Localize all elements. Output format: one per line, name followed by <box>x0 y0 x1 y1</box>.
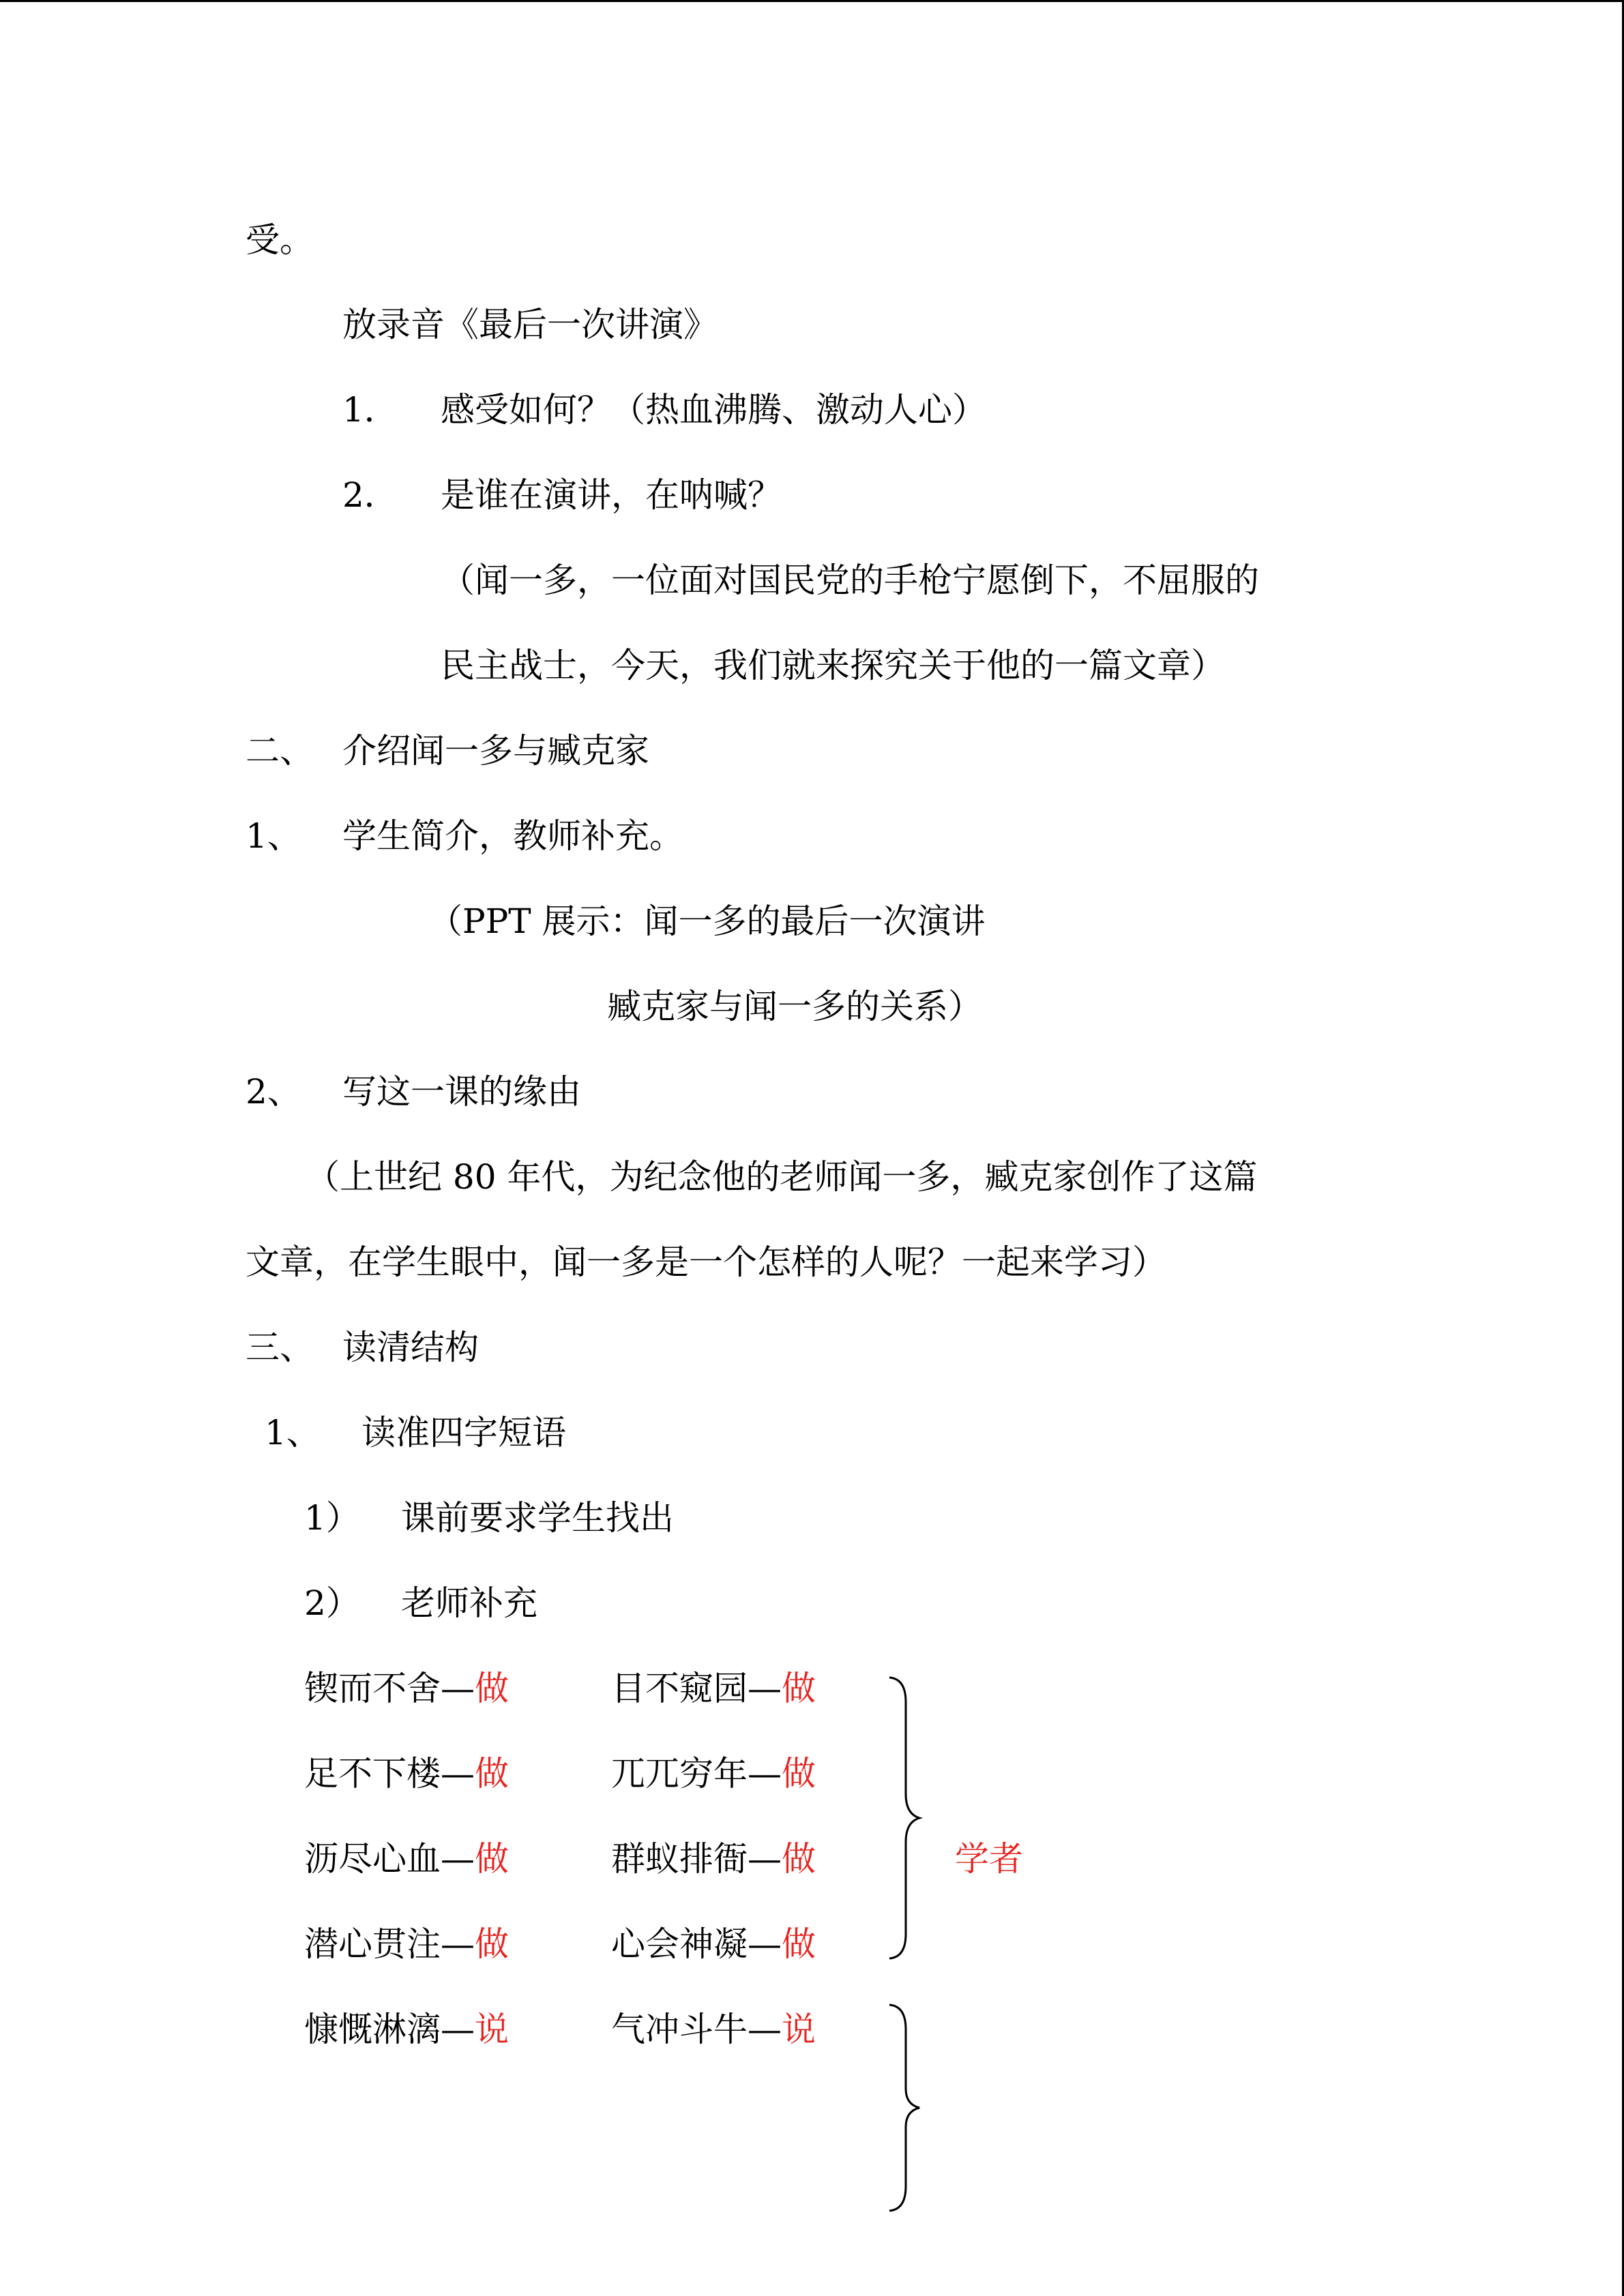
item-student-intro: 学生简介，教师补充。 <box>342 816 683 856</box>
phrase-right: 心会神凝—做 <box>611 1924 816 1964</box>
answer-line-2: 民主战士，今天，我们就来探究关于他的一篇文章） <box>441 646 1225 685</box>
step-find-phrases: 课前要求学生找出 <box>401 1498 674 1538</box>
section-heading-introduce: 介绍闻一多与臧克家 <box>342 731 649 771</box>
sub-item-phrases: 读准四字短语 <box>361 1413 566 1452</box>
section-number-3: 三、 <box>246 1328 314 1367</box>
ppt-display-line-2: 臧克家与闻一多的关系） <box>607 987 982 1026</box>
phrase-mark: 做 <box>475 1924 509 1964</box>
phrase-mark: 说 <box>782 2010 816 2049</box>
phrase-right: 气冲斗牛—说 <box>611 2010 816 2049</box>
phrase-mark: 说 <box>475 2010 509 2049</box>
phrase-mark: 做 <box>782 1839 816 1879</box>
phrase-right: 群蚁排衙—做 <box>611 1839 816 1879</box>
phrase-mark: 做 <box>475 1669 509 1708</box>
phrase-mark: 做 <box>782 1669 816 1708</box>
phrase-left: 慷慨淋漓—说 <box>304 2010 509 2049</box>
ppt-display-line-1: （PPT 展示：闻一多的最后一次演讲 <box>428 901 986 941</box>
step-number-1: 1） <box>304 1498 360 1538</box>
item-reason: 写这一课的缘由 <box>342 1072 581 1112</box>
phrase-left: 锲而不舍—做 <box>304 1669 509 1708</box>
phrase-left: 足不下楼—做 <box>304 1754 509 1793</box>
item-number-2: 2、 <box>246 1072 301 1112</box>
item-number-1: 1、 <box>246 816 301 856</box>
answer-line-1: （闻一多，一位面对国民党的手枪宁愿倒下，不屈服的 <box>441 561 1259 600</box>
right-brace-scholar <box>887 1675 928 1961</box>
line-ending: 受。 <box>246 220 314 260</box>
question-feeling: 感受如何？（热血沸腾、激动人心） <box>441 390 986 430</box>
step-teacher-supplement: 老师补充 <box>401 1583 537 1623</box>
sub-item-number-1: 1、 <box>265 1413 321 1452</box>
page-top-border <box>0 0 1624 2</box>
section-number-2: 二、 <box>246 731 314 771</box>
phrase-right: 目不窥园—做 <box>611 1669 816 1708</box>
phrase-mark: 做 <box>782 1754 816 1793</box>
reason-line-1: （上世纪 80 年代，为纪念他的老师闻一多，臧克家创作了这篇 <box>306 1157 1258 1197</box>
question-speaker: 是谁在演讲，在呐喊？ <box>441 475 782 515</box>
step-number-2: 2） <box>304 1583 360 1623</box>
reason-line-2: 文章，在学生眼中，闻一多是一个怎样的人呢？一起来学习） <box>246 1242 1166 1282</box>
right-brace-speaker <box>887 2002 928 2213</box>
phrase-right: 兀兀穷年—做 <box>611 1754 816 1793</box>
phrase-left: 潜心贯注—做 <box>304 1924 509 1964</box>
phrase-mark: 做 <box>475 1754 509 1793</box>
phrase-mark: 做 <box>475 1839 509 1879</box>
phrase-left: 沥尽心血—做 <box>304 1839 509 1879</box>
line-play-recording: 放录音《最后一次讲演》 <box>342 305 718 344</box>
phrase-mark: 做 <box>782 1924 816 1964</box>
section-heading-structure: 读清结构 <box>342 1328 479 1367</box>
list-number-1: 1． <box>342 390 398 430</box>
group-label-scholar: 学者 <box>955 1839 1023 1879</box>
list-number-2: 2． <box>342 475 398 515</box>
